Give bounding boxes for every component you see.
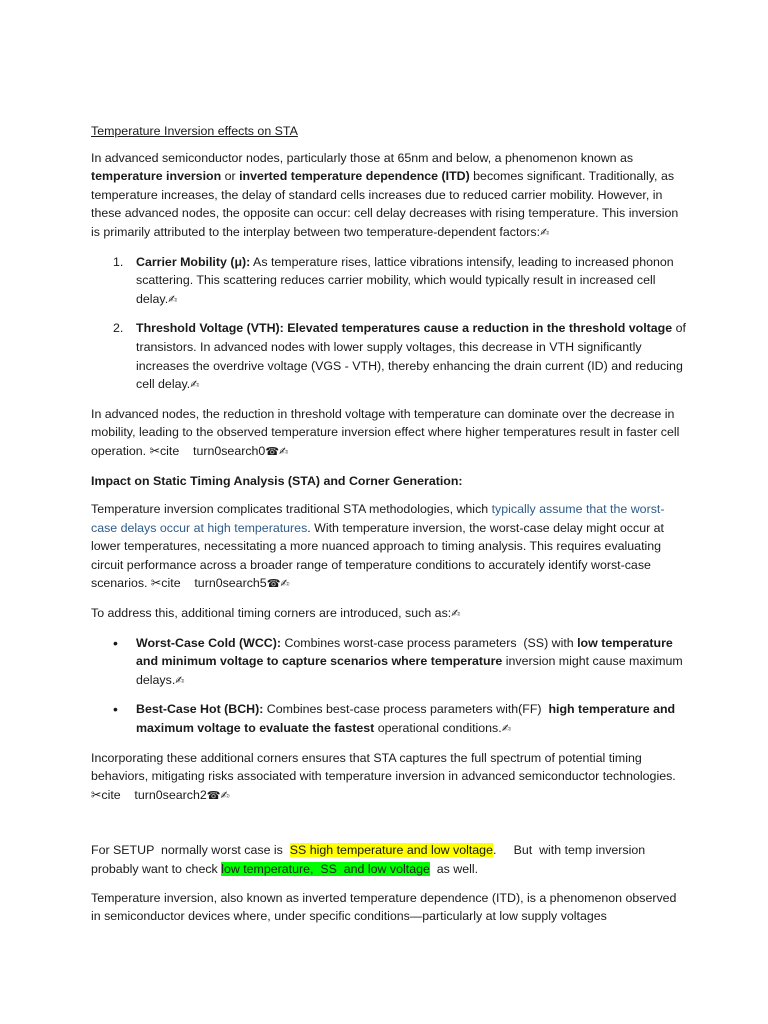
factor-text: As temperature rises, lattice vibrations intensify, leading to increased phonon scattering. This scattering reduces carrier mobility, which would typically result in increased cell delay. [136, 254, 674, 306]
corner-label: Worst-Case Cold (WCC): [136, 635, 282, 650]
corner-text: inversion might cause maximum delays. [136, 654, 683, 687]
list-item [91, 700, 688, 738]
corners-intro-paragraph [91, 604, 688, 624]
citation: ✂cite turn0search2 [91, 787, 207, 802]
yellow-highlight: SS high temperature and low voltage [289, 843, 493, 858]
green-highlight: low temperature, SS and low voltage [221, 862, 430, 876]
paragraph-text: In advanced nodes, the reduction in threshold voltage with temperature can dominate over the decrease in mobility, leading to the observed temperature inversion effect where higher temperatures result in faster cell operation. [91, 406, 680, 458]
intro-paragraph [91, 149, 688, 243]
corner-emphasis: high temperature and maximum voltage to evaluate the fastest [136, 702, 676, 736]
list-number: 1. [113, 254, 124, 269]
paragraph-text: . With temperature inversion, the worst-case delay might occur at lower temperatures, necessitating a more nuanced approach to timing analysis. This requires evaluating circuit performance across a broader range of temperature conditions to accurately identify worst-case scenarios. [91, 520, 664, 591]
paragraph-text: as well. [429, 862, 479, 876]
corner-label: Best-Case Hot (BCH): [136, 702, 264, 717]
corners-list [91, 634, 688, 739]
intro-text-3: becomes significant. Traditionally, as temperature increases, the delay of standard cells increases due to reduced carrier mobility. However, in these advanced nodes, the opposite can occur: cell delay decreases with rising temperature. This inversion is primarily attributed to the interplay between two temperature-dependent factors: [91, 169, 679, 239]
factor-label: Carrier Mobility (μ): [136, 254, 251, 269]
conclusion-paragraph [91, 749, 688, 806]
dominance-paragraph [91, 405, 688, 462]
paragraph-text: Incorporating these additional corners ensures that STA captures the full spectrum of potential timing behaviors, mitigating risks associated with temperature inversion in advanced semiconductor technologies. [91, 750, 676, 784]
list-item [91, 253, 688, 310]
edit-mark-icon: ✍ [175, 674, 185, 687]
sta-paragraph [91, 500, 688, 594]
phone-edit-icon: ☎✍ [265, 445, 289, 458]
paragraph-text: For SETUP normally worst case is [91, 843, 290, 858]
intro-term-2: inverted temperature dependence (ITD) [239, 169, 470, 184]
phone-edit-icon: ☎✍ [206, 789, 230, 802]
factor-text: of transistors. In advanced nodes with lower supply voltages, this decrease in VTH significantly increases the overdrive voltage (VGS - VTH), thereby enhancing the drain current (ID) and reducing cell delay. [136, 321, 686, 392]
document-title: Temperature Inversion effects on STA [91, 124, 298, 138]
citation: ✂cite turn0search5 [150, 576, 267, 591]
itd-definition-paragraph: Temperature inversion, also known as inverted temperature dependence (ITD), is a phenomenon observed in semiconductor devices where, under specific conditions—particularly at low supply voltages [91, 890, 677, 924]
paragraph-text: . But with temp inversion probably want to check [91, 843, 646, 876]
factor-label: Threshold Voltage (VTH): Elevated temperatures cause a reduction in the threshold voltage [136, 321, 673, 336]
corner-text: operational conditions. [374, 721, 502, 736]
corner-emphasis: low temperature and minimum voltage to capture scenarios where temperature [136, 635, 673, 669]
bullet-icon: • [113, 701, 118, 718]
list-number: 2. [113, 321, 124, 336]
phone-edit-icon: ☎✍ [266, 578, 290, 591]
highlighted-link[interactable]: typically assume that the worst-case delays occur at high temperatures [91, 502, 665, 535]
paragraph-text: To address this, additional timing corners are introduced, such as: [91, 606, 452, 621]
list-item [91, 319, 688, 394]
intro-text-1: In advanced semiconductor nodes, particularly those at 65nm and below, a phenomenon known as [91, 150, 634, 165]
paragraph-text: Temperature inversion complicates traditional STA methodologies, which [91, 502, 492, 517]
citation: ✂cite turn0search0 [149, 443, 266, 458]
edit-mark-icon: ✍ [190, 379, 200, 392]
intro-term-1: temperature inversion [91, 169, 222, 184]
edit-mark-icon: ✍ [451, 608, 461, 621]
list-item [91, 634, 688, 691]
edit-mark-icon: ✍ [501, 723, 511, 736]
setup-note-paragraph [91, 841, 688, 878]
edit-mark-icon: ✍ [168, 293, 178, 306]
section-heading: Impact on Static Timing Analysis (STA) and Corner Generation: [91, 473, 463, 488]
corner-text: Combines best-case process parameters with(FF) [263, 702, 549, 717]
factors-list [91, 253, 688, 395]
bullet-icon: • [113, 634, 118, 651]
corner-text: Combines worst-case process parameters (SS) with [281, 635, 578, 650]
edit-mark-icon: ✍ [540, 226, 550, 239]
intro-text-2: or [221, 169, 240, 184]
